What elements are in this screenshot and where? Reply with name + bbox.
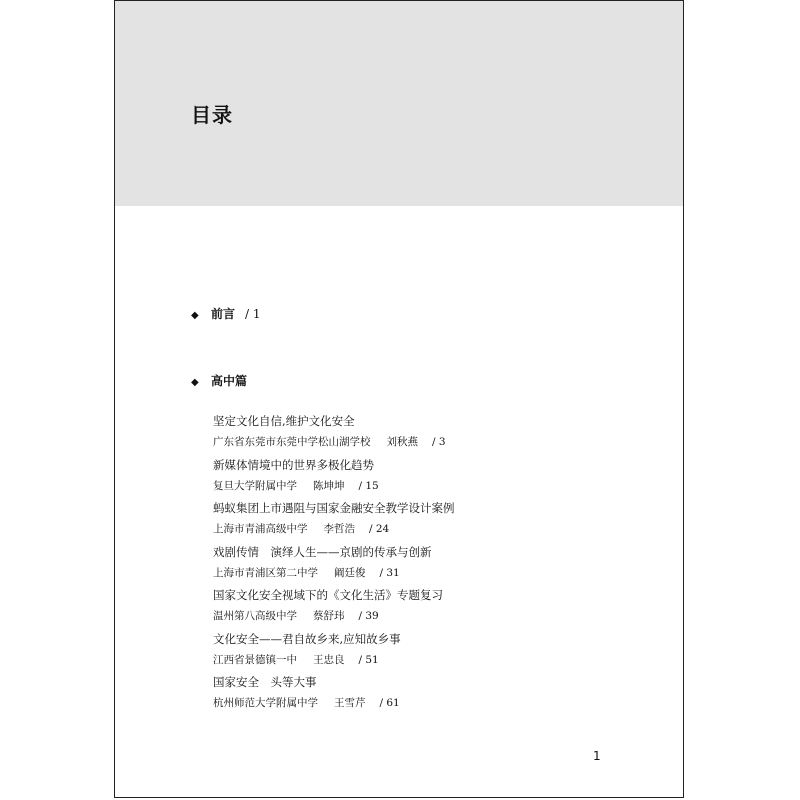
- entry-title: 国家安全 头等大事: [213, 675, 317, 689]
- entry-author: 蔡舒玮: [313, 610, 345, 622]
- entry-author: 王忠良: [313, 653, 345, 666]
- entry-author: 李哲浩: [323, 523, 355, 535]
- entry-page: / 39: [358, 610, 379, 622]
- entry-title: 蚂蚁集团上市遇阻与国家金融安全教学设计案例: [213, 501, 455, 515]
- entry-meta: [213, 476, 653, 497]
- section-heading: [191, 373, 247, 391]
- entry-school: 杭州师范大学附属中学: [213, 697, 318, 709]
- entry-page: / 51: [358, 653, 379, 666]
- toc-entry: [213, 584, 653, 628]
- diamond-icon: ◆: [191, 377, 199, 388]
- entry-meta: [213, 432, 653, 453]
- toc-entries: [213, 410, 653, 715]
- preface-entry: [191, 306, 261, 324]
- page-number: 1: [593, 749, 601, 763]
- entry-meta: [213, 693, 653, 714]
- entry-page: / 3: [432, 436, 446, 448]
- entry-meta: [213, 650, 653, 671]
- section-label: 高中篇: [211, 374, 248, 388]
- entry-page: / 24: [369, 523, 390, 535]
- entry-title: 戏剧传情 演绎人生——京剧的传承与创新: [213, 544, 432, 559]
- entry-meta: [213, 606, 653, 627]
- entry-author: 陈坤坤: [313, 479, 345, 492]
- toc-entry: [213, 628, 653, 672]
- entry-author: 王雪芹: [334, 697, 366, 709]
- entry-school: 复旦大学附属中学: [213, 479, 297, 492]
- toc-entry: [213, 497, 653, 541]
- entry-title: 新媒体情境中的世界多极化趋势: [213, 457, 374, 472]
- toc-entry: [213, 454, 653, 498]
- entry-page: / 15: [358, 479, 379, 492]
- preface-page: / 1: [245, 307, 261, 321]
- page-title: 目录: [191, 103, 233, 127]
- entry-title: 坚定文化自信,维护文化安全: [213, 414, 355, 428]
- entry-page: / 31: [379, 566, 400, 579]
- entry-meta: [213, 519, 653, 540]
- entry-meta: [213, 563, 653, 584]
- entry-school: 温州第八高级中学: [213, 610, 297, 622]
- entry-author: 阚廷俊: [334, 566, 366, 579]
- entry-school: 江西省景德镇一中: [213, 653, 297, 666]
- diamond-icon: ◆: [191, 310, 199, 321]
- book-page: [114, 0, 684, 798]
- preface-label: 前言: [211, 307, 236, 321]
- entry-title: 国家文化安全视域下的《文化生活》专题复习: [213, 588, 443, 602]
- toc-entry: [213, 671, 653, 715]
- entry-school: 广东省东莞市东莞中学松山湖学校: [213, 436, 371, 448]
- entry-school: 上海市青浦区第二中学: [213, 566, 318, 579]
- entry-title: 文化安全——君自故乡来,应知故乡事: [213, 631, 401, 646]
- entry-page: / 61: [379, 697, 400, 709]
- toc-entry: [213, 410, 653, 454]
- toc-entry: [213, 541, 653, 585]
- entry-school: 上海市青浦高级中学: [213, 523, 308, 535]
- entry-author: 刘秋燕: [386, 436, 418, 448]
